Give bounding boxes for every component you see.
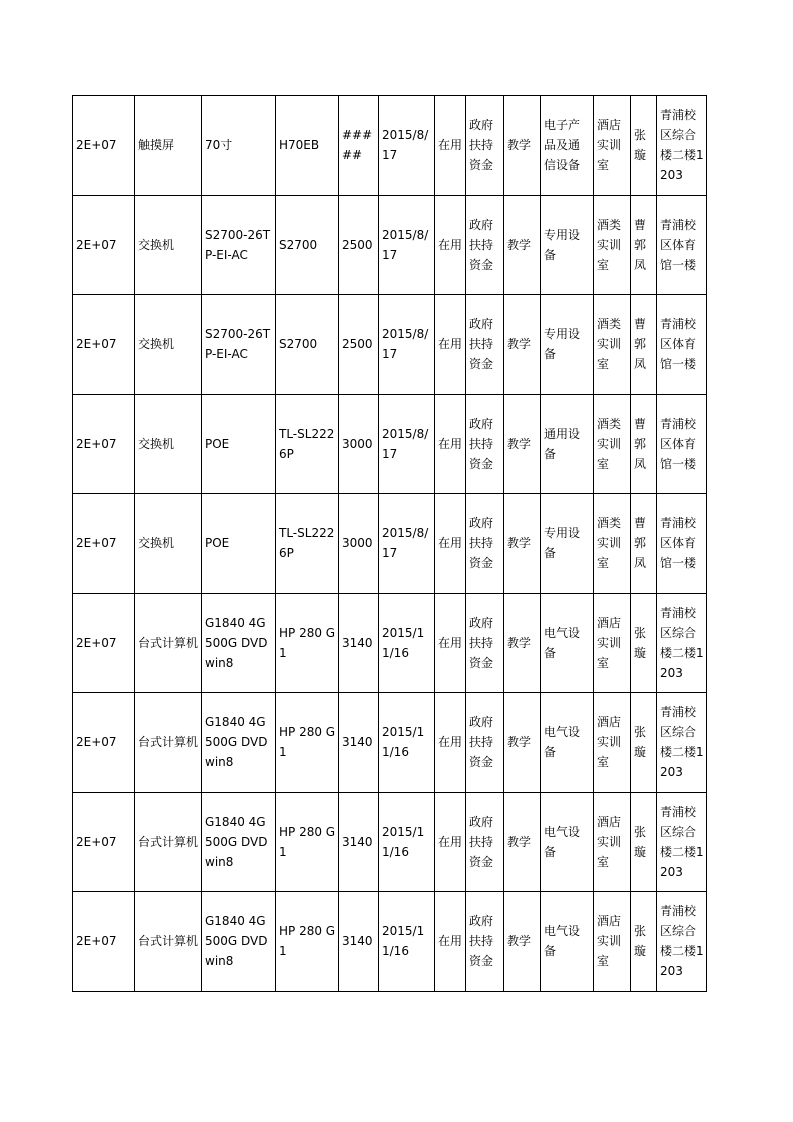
cell-location: 酒店实训室 bbox=[594, 693, 631, 793]
cell-date: 2015/11/16 bbox=[379, 792, 435, 892]
cell-status: 在用 bbox=[435, 494, 466, 594]
cell-name: 交换机 bbox=[135, 494, 202, 594]
cell-spec: G1840 4G 500G DVD win8 bbox=[202, 593, 276, 693]
cell-place: 青浦校区体育馆一楼 bbox=[657, 295, 707, 395]
table-row bbox=[73, 693, 707, 793]
cell-model: HP 280 G1 bbox=[276, 693, 339, 793]
cell-id: 2E+07 bbox=[73, 792, 135, 892]
cell-keeper: 张璇 bbox=[631, 693, 657, 793]
cell-funding: 政府扶持资金 bbox=[466, 394, 504, 494]
cell-funding: 政府扶持资金 bbox=[466, 693, 504, 793]
table-row bbox=[73, 593, 707, 693]
cell-spec: 70寸 bbox=[202, 96, 276, 196]
cell-id: 2E+07 bbox=[73, 693, 135, 793]
cell-status: 在用 bbox=[435, 394, 466, 494]
cell-model: HP 280 G1 bbox=[276, 593, 339, 693]
cell-date: 2015/8/17 bbox=[379, 494, 435, 594]
cell-status: 在用 bbox=[435, 295, 466, 395]
cell-category: 专用设备 bbox=[541, 195, 594, 295]
cell-funding: 政府扶持资金 bbox=[466, 295, 504, 395]
cell-category: 电气设备 bbox=[541, 593, 594, 693]
cell-spec: S2700-26TP-EI-AC bbox=[202, 295, 276, 395]
cell-price: ##### bbox=[339, 96, 379, 196]
cell-place: 青浦校区体育馆一楼 bbox=[657, 494, 707, 594]
cell-status: 在用 bbox=[435, 593, 466, 693]
cell-id: 2E+07 bbox=[73, 96, 135, 196]
cell-name: 触摸屏 bbox=[135, 96, 202, 196]
cell-keeper: 张璇 bbox=[631, 792, 657, 892]
cell-id: 2E+07 bbox=[73, 195, 135, 295]
cell-location: 酒类实训室 bbox=[594, 494, 631, 594]
cell-keeper: 张璇 bbox=[631, 96, 657, 196]
cell-category: 电子产品及通信设备 bbox=[541, 96, 594, 196]
cell-model: TL-SL2226P bbox=[276, 494, 339, 594]
cell-location: 酒店实训室 bbox=[594, 96, 631, 196]
cell-price: 3140 bbox=[339, 693, 379, 793]
cell-status: 在用 bbox=[435, 96, 466, 196]
cell-location: 酒类实训室 bbox=[594, 195, 631, 295]
cell-name: 台式计算机 bbox=[135, 892, 202, 992]
cell-location: 酒店实训室 bbox=[594, 792, 631, 892]
cell-spec: POE bbox=[202, 394, 276, 494]
cell-funding: 政府扶持资金 bbox=[466, 494, 504, 594]
cell-funding: 政府扶持资金 bbox=[466, 792, 504, 892]
cell-price: 3140 bbox=[339, 792, 379, 892]
cell-usage: 教学 bbox=[504, 494, 541, 594]
cell-name: 交换机 bbox=[135, 295, 202, 395]
cell-place: 青浦校区综合楼二楼1203 bbox=[657, 96, 707, 196]
cell-funding: 政府扶持资金 bbox=[466, 195, 504, 295]
cell-usage: 教学 bbox=[504, 593, 541, 693]
cell-status: 在用 bbox=[435, 693, 466, 793]
cell-price: 3000 bbox=[339, 494, 379, 594]
cell-name: 台式计算机 bbox=[135, 593, 202, 693]
cell-model: H70EB bbox=[276, 96, 339, 196]
cell-category: 电气设备 bbox=[541, 892, 594, 992]
cell-model: S2700 bbox=[276, 295, 339, 395]
table-body bbox=[73, 96, 707, 992]
cell-id: 2E+07 bbox=[73, 295, 135, 395]
cell-spec: S2700-26TP-EI-AC bbox=[202, 195, 276, 295]
cell-location: 酒店实训室 bbox=[594, 593, 631, 693]
cell-spec: G1840 4G 500G DVD win8 bbox=[202, 792, 276, 892]
cell-keeper: 曹郭凤 bbox=[631, 295, 657, 395]
cell-keeper: 曹郭凤 bbox=[631, 394, 657, 494]
cell-category: 电气设备 bbox=[541, 693, 594, 793]
cell-date: 2015/8/17 bbox=[379, 295, 435, 395]
asset-table bbox=[72, 95, 707, 992]
cell-category: 通用设备 bbox=[541, 394, 594, 494]
cell-category: 电气设备 bbox=[541, 792, 594, 892]
table-row bbox=[73, 96, 707, 196]
cell-location: 酒类实训室 bbox=[594, 394, 631, 494]
cell-usage: 教学 bbox=[504, 96, 541, 196]
cell-model: TL-SL2226P bbox=[276, 394, 339, 494]
cell-id: 2E+07 bbox=[73, 892, 135, 992]
cell-spec: G1840 4G 500G DVD win8 bbox=[202, 892, 276, 992]
cell-spec: POE bbox=[202, 494, 276, 594]
cell-name: 交换机 bbox=[135, 195, 202, 295]
cell-funding: 政府扶持资金 bbox=[466, 593, 504, 693]
cell-date: 2015/11/16 bbox=[379, 892, 435, 992]
cell-status: 在用 bbox=[435, 792, 466, 892]
cell-usage: 教学 bbox=[504, 693, 541, 793]
cell-place: 青浦校区综合楼二楼1203 bbox=[657, 693, 707, 793]
cell-date: 2015/11/16 bbox=[379, 693, 435, 793]
table-row bbox=[73, 494, 707, 594]
cell-status: 在用 bbox=[435, 195, 466, 295]
cell-date: 2015/11/16 bbox=[379, 593, 435, 693]
cell-id: 2E+07 bbox=[73, 494, 135, 594]
cell-usage: 教学 bbox=[504, 295, 541, 395]
cell-name: 交换机 bbox=[135, 394, 202, 494]
cell-price: 2500 bbox=[339, 295, 379, 395]
table-row bbox=[73, 295, 707, 395]
cell-keeper: 曹郭凤 bbox=[631, 195, 657, 295]
cell-place: 青浦校区体育馆一楼 bbox=[657, 195, 707, 295]
cell-price: 3000 bbox=[339, 394, 379, 494]
cell-spec: G1840 4G 500G DVD win8 bbox=[202, 693, 276, 793]
cell-place: 青浦校区体育馆一楼 bbox=[657, 394, 707, 494]
table-row bbox=[73, 892, 707, 992]
cell-usage: 教学 bbox=[504, 394, 541, 494]
cell-price: 3140 bbox=[339, 593, 379, 693]
cell-price: 3140 bbox=[339, 892, 379, 992]
cell-location: 酒店实训室 bbox=[594, 892, 631, 992]
cell-category: 专用设备 bbox=[541, 295, 594, 395]
cell-status: 在用 bbox=[435, 892, 466, 992]
cell-location: 酒类实训室 bbox=[594, 295, 631, 395]
cell-id: 2E+07 bbox=[73, 394, 135, 494]
cell-funding: 政府扶持资金 bbox=[466, 892, 504, 992]
cell-keeper: 张璇 bbox=[631, 593, 657, 693]
cell-place: 青浦校区综合楼二楼1203 bbox=[657, 792, 707, 892]
cell-usage: 教学 bbox=[504, 195, 541, 295]
cell-place: 青浦校区综合楼二楼1203 bbox=[657, 892, 707, 992]
cell-date: 2015/8/17 bbox=[379, 96, 435, 196]
cell-funding: 政府扶持资金 bbox=[466, 96, 504, 196]
cell-keeper: 曹郭凤 bbox=[631, 494, 657, 594]
cell-date: 2015/8/17 bbox=[379, 195, 435, 295]
cell-category: 专用设备 bbox=[541, 494, 594, 594]
table-row bbox=[73, 394, 707, 494]
table-row bbox=[73, 195, 707, 295]
cell-usage: 教学 bbox=[504, 792, 541, 892]
cell-model: HP 280 G1 bbox=[276, 792, 339, 892]
table-row bbox=[73, 792, 707, 892]
cell-id: 2E+07 bbox=[73, 593, 135, 693]
cell-model: HP 280 G1 bbox=[276, 892, 339, 992]
cell-name: 台式计算机 bbox=[135, 693, 202, 793]
cell-price: 2500 bbox=[339, 195, 379, 295]
cell-name: 台式计算机 bbox=[135, 792, 202, 892]
cell-place: 青浦校区综合楼二楼1203 bbox=[657, 593, 707, 693]
cell-model: S2700 bbox=[276, 195, 339, 295]
cell-date: 2015/8/17 bbox=[379, 394, 435, 494]
cell-keeper: 张璇 bbox=[631, 892, 657, 992]
cell-usage: 教学 bbox=[504, 892, 541, 992]
